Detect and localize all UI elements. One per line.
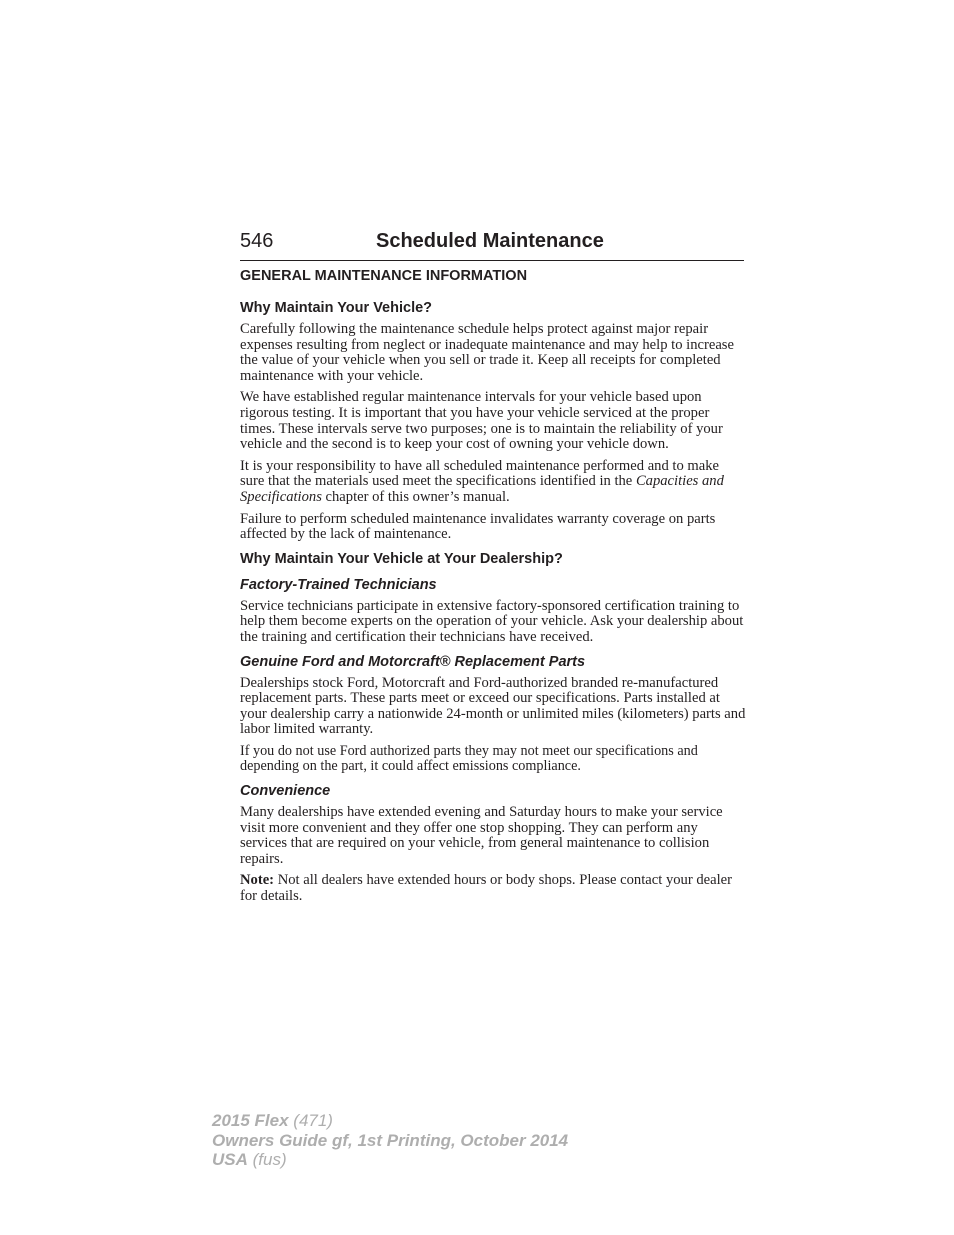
paragraph-convenience: Many dealerships have extended evening and Saturday hours to make your service visit more convenient and they offer one stop shopping. They can perform any services that are required on your vehicle, from general maintenance to collision repairs. — [240, 804, 723, 867]
paragraph-text: It is your responsibility to have all scheduled maintenance performed and to make sure that the materials used meet the specifications identified in the — [240, 457, 720, 490]
paragraph-why-maintain-2: We have established regular maintenance intervals for your vehicle based upon rigorous testing. It is important that you have your vehicle serviced at the proper times. These intervals serve two purposes; one is to maintain the reliability of your vehicle and the second is to keep your cost of owning your vehicle down. — [240, 389, 723, 453]
paragraph-why-maintain-4: Failure to perform scheduled maintenance invalidates warranty coverage on parts affected by the lack of maintenance. — [240, 510, 716, 543]
note-text: Not all dealers have extended hours or body shops. Please contact your dealer for details. — [240, 872, 732, 905]
chapter-title: Scheduled Maintenance — [376, 230, 604, 252]
paragraph-text: chapter of this owner’s manual. — [321, 488, 510, 505]
heading-replacement-parts: Genuine Ford and Motorcraft® Replacement Parts — [240, 653, 586, 670]
footer-model-code: (471) — [288, 1111, 333, 1130]
footer-line-market — [212, 1150, 568, 1170]
paragraph-why-maintain-3 — [240, 459, 746, 506]
page-content — [240, 266, 746, 911]
heading-why-maintain: Why Maintain Your Vehicle? — [240, 300, 433, 316]
print-footer — [212, 1111, 568, 1170]
footer-line-printing: Owners Guide gf, 1st Printing, October 2014 — [212, 1130, 569, 1150]
paragraph-technicians: Service technicians participate in extensive factory-sponsored certification training to help them become experts on the operation of your vehicle. Ask your dealership about the training and certification their technicians have received. — [240, 597, 744, 645]
heading-dealership: Why Maintain Your Vehicle at Your Dealership? — [240, 550, 563, 567]
heading-convenience: Convenience — [240, 783, 331, 800]
note-paragraph — [240, 873, 746, 904]
chapter-reference: Capacities and Specifications — [240, 473, 724, 505]
footer-line-model — [212, 1111, 568, 1131]
page-header — [240, 228, 744, 261]
footer-model: 2015 Flex — [212, 1111, 289, 1130]
paragraph-why-maintain-1: Carefully following the maintenance schedule helps protect against major repair expenses resulting from neglect or inadequate maintenance and may help to increase the value of your vehicle when you sell or trade it. Keep all receipts for completed maintenance with your vehicle. — [240, 321, 734, 384]
paragraph-parts-1: Dealerships stock Ford, Motorcraft and Ford-authorized branded re-manufactured replacement parts. These parts meet or exceed our specifications. Parts installed at your dealership carry a nationwide 24-month or unlimited miles (kilometers) parts and labor limited warranty. — [240, 674, 746, 738]
section-title: GENERAL MAINTENANCE INFORMATION — [240, 268, 528, 284]
heading-technicians: Factory-Trained Technicians — [240, 576, 437, 593]
paragraph-parts-2: If you do not use Ford authorized parts they may not meet our specifications and depending on the part, it could affect emissions compliance. — [240, 742, 698, 775]
footer-market-code: (fus) — [247, 1150, 287, 1169]
footer-market: USA — [212, 1150, 248, 1169]
note-label: Note: — [240, 872, 275, 889]
page-number: 546 — [240, 230, 274, 252]
